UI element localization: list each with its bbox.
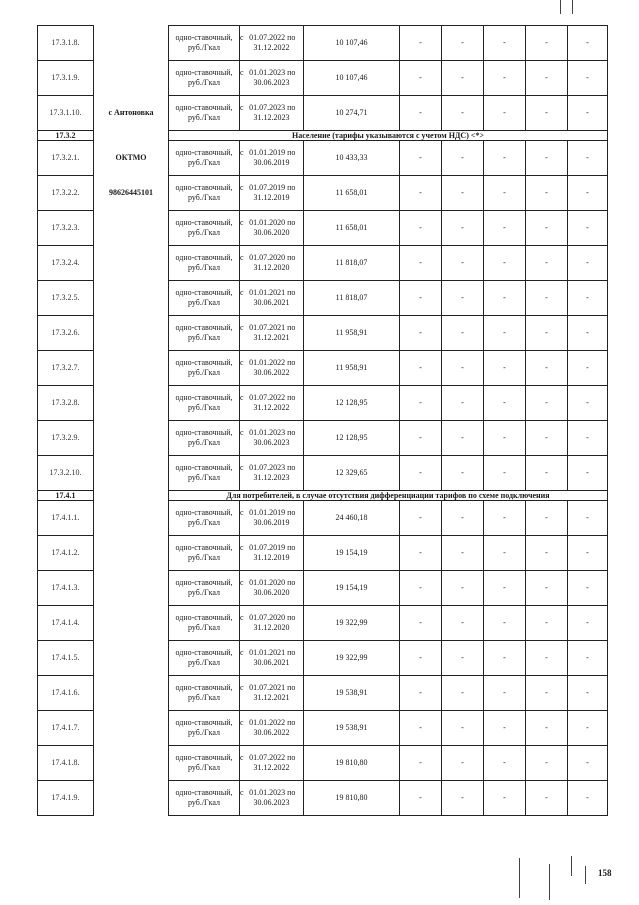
empty-dash: - bbox=[442, 746, 484, 781]
period-cell bbox=[240, 246, 304, 281]
empty-dash: - bbox=[568, 711, 608, 746]
unit-label: одно-ставочный, руб./Гкал bbox=[169, 536, 240, 571]
period-prefix: с bbox=[240, 788, 244, 797]
table-row bbox=[38, 421, 608, 456]
unit-label: одно-ставочный, руб./Гкал bbox=[169, 61, 240, 96]
empty-dash: - bbox=[442, 176, 484, 211]
empty-dash: - bbox=[442, 711, 484, 746]
table-row bbox=[38, 246, 608, 281]
empty-dash: - bbox=[484, 351, 526, 386]
period-prefix: с bbox=[240, 508, 244, 517]
unit-label: одно-ставочный, руб./Гкал bbox=[169, 316, 240, 351]
unit-label: одно-ставочный, руб./Гкал bbox=[169, 351, 240, 386]
section-number: 17.3.2 bbox=[38, 131, 94, 141]
table-row bbox=[38, 176, 608, 211]
empty-dash: - bbox=[400, 571, 442, 606]
tariff-value: 24 460,18 bbox=[304, 501, 400, 536]
tariff-table bbox=[37, 25, 608, 816]
row-number: 17.3.2.7. bbox=[38, 351, 94, 386]
unit-label: одно-ставочный, руб./Гкал bbox=[169, 711, 240, 746]
period-value: 01.01.2021 по 30.06.2021 bbox=[249, 648, 296, 667]
empty-dash: - bbox=[400, 176, 442, 211]
period-value: 01.07.2023 по 31.12.2023 bbox=[249, 463, 296, 482]
period-prefix: с bbox=[240, 288, 244, 297]
table-row bbox=[38, 281, 608, 316]
period-prefix: с bbox=[240, 463, 244, 472]
location-cell bbox=[94, 26, 169, 61]
period-value: 01.07.2022 по 31.12.2022 bbox=[249, 393, 296, 412]
empty-dash: - bbox=[568, 501, 608, 536]
empty-dash: - bbox=[568, 141, 608, 176]
unit-label: одно-ставочный, руб./Гкал bbox=[169, 246, 240, 281]
empty-dash: - bbox=[400, 26, 442, 61]
empty-dash: - bbox=[568, 781, 608, 816]
location-cell bbox=[94, 421, 169, 456]
empty-dash: - bbox=[526, 96, 568, 131]
tariff-value: 11 658,01 bbox=[304, 176, 400, 211]
empty-dash: - bbox=[484, 781, 526, 816]
empty-dash: - bbox=[484, 211, 526, 246]
empty-dash: - bbox=[484, 421, 526, 456]
section-title: Для потребителей, в случае отсутствия дифференциации тарифов по схеме подключения bbox=[169, 491, 608, 501]
period-cell bbox=[240, 536, 304, 571]
row-number: 17.4.1.4. bbox=[38, 606, 94, 641]
table-row bbox=[38, 711, 608, 746]
period-prefix: с bbox=[240, 648, 244, 657]
empty-dash: - bbox=[442, 676, 484, 711]
period-cell bbox=[240, 781, 304, 816]
empty-dash: - bbox=[484, 606, 526, 641]
empty-dash: - bbox=[526, 246, 568, 281]
row-number: 17.4.1.5. bbox=[38, 641, 94, 676]
period-value: 01.07.2021 по 31.12.2021 bbox=[249, 323, 296, 342]
unit-label: одно-ставочный, руб./Гкал bbox=[169, 421, 240, 456]
period-cell bbox=[240, 501, 304, 536]
unit-label: одно-ставочный, руб./Гкал bbox=[169, 141, 240, 176]
location-cell bbox=[94, 571, 169, 606]
row-number: 17.3.2.6. bbox=[38, 316, 94, 351]
empty-dash: - bbox=[442, 571, 484, 606]
empty-dash: - bbox=[400, 316, 442, 351]
empty-dash: - bbox=[442, 316, 484, 351]
empty-dash: - bbox=[568, 386, 608, 421]
tariff-value: 19 322,99 bbox=[304, 641, 400, 676]
period-value: 01.01.2022 по 30.06.2022 bbox=[249, 358, 296, 377]
tariff-value: 19 538,91 bbox=[304, 676, 400, 711]
empty-dash: - bbox=[568, 606, 608, 641]
location-cell bbox=[94, 711, 169, 746]
row-number: 17.3.2.9. bbox=[38, 421, 94, 456]
tariff-value: 12 128,95 bbox=[304, 421, 400, 456]
unit-label: одно-ставочный, руб./Гкал bbox=[169, 571, 240, 606]
period-value: 01.01.2021 по 30.06.2021 bbox=[249, 288, 296, 307]
oktmo-code: 98626445101 bbox=[94, 176, 169, 211]
period-value: 01.07.2022 по 31.12.2022 bbox=[249, 33, 296, 52]
unit-label: одно-ставочный, руб./Гкал bbox=[169, 676, 240, 711]
period-cell bbox=[240, 211, 304, 246]
empty-dash: - bbox=[400, 351, 442, 386]
location-cell bbox=[94, 61, 169, 96]
period-prefix: с bbox=[240, 753, 244, 762]
location-cell bbox=[94, 781, 169, 816]
period-cell bbox=[240, 606, 304, 641]
empty-dash: - bbox=[526, 351, 568, 386]
empty-dash: - bbox=[484, 746, 526, 781]
empty-dash: - bbox=[526, 456, 568, 491]
period-value: 01.07.2021 по 31.12.2021 bbox=[249, 683, 296, 702]
table-row bbox=[38, 746, 608, 781]
location-cell bbox=[94, 131, 169, 141]
unit-label: одно-ставочный, руб./Гкал bbox=[169, 641, 240, 676]
empty-dash: - bbox=[484, 61, 526, 96]
period-value: 01.07.2019 по 31.12.2019 bbox=[249, 183, 296, 202]
empty-dash: - bbox=[400, 141, 442, 176]
empty-dash: - bbox=[568, 536, 608, 571]
location-cell bbox=[94, 351, 169, 386]
empty-dash: - bbox=[568, 676, 608, 711]
empty-dash: - bbox=[568, 316, 608, 351]
empty-dash: - bbox=[526, 571, 568, 606]
empty-dash: - bbox=[568, 61, 608, 96]
location-cell bbox=[94, 281, 169, 316]
row-number: 17.4.1.8. bbox=[38, 746, 94, 781]
empty-dash: - bbox=[400, 96, 442, 131]
tariff-value: 19 154,19 bbox=[304, 536, 400, 571]
empty-dash: - bbox=[400, 421, 442, 456]
table-row bbox=[38, 606, 608, 641]
empty-dash: - bbox=[400, 61, 442, 96]
row-number: 17.4.1.2. bbox=[38, 536, 94, 571]
unit-label: одно-ставочный, руб./Гкал bbox=[169, 386, 240, 421]
period-prefix: с bbox=[240, 103, 244, 112]
period-cell bbox=[240, 571, 304, 606]
unit-label: одно-ставочный, руб./Гкал bbox=[169, 606, 240, 641]
period-value: 01.01.2019 по 30.06.2019 bbox=[249, 508, 296, 527]
period-value: 01.07.2020 по 31.12.2020 bbox=[249, 253, 296, 272]
tariff-value: 11 958,91 bbox=[304, 316, 400, 351]
empty-dash: - bbox=[484, 641, 526, 676]
period-value: 01.01.2023 по 30.06.2023 bbox=[249, 428, 296, 447]
period-prefix: с bbox=[240, 718, 244, 727]
empty-dash: - bbox=[484, 141, 526, 176]
period-value: 01.01.2019 по 30.06.2019 bbox=[249, 148, 296, 167]
empty-dash: - bbox=[568, 211, 608, 246]
empty-dash: - bbox=[442, 211, 484, 246]
empty-dash: - bbox=[526, 141, 568, 176]
empty-dash: - bbox=[400, 606, 442, 641]
empty-dash: - bbox=[484, 26, 526, 61]
tariff-value: 10 274,71 bbox=[304, 96, 400, 131]
unit-label: одно-ставочный, руб./Гкал bbox=[169, 781, 240, 816]
empty-dash: - bbox=[400, 211, 442, 246]
tariff-value: 12 128,95 bbox=[304, 386, 400, 421]
period-value: 01.07.2023 по 31.12.2023 bbox=[249, 103, 296, 122]
section-header bbox=[38, 491, 608, 501]
period-cell bbox=[240, 141, 304, 176]
empty-dash: - bbox=[526, 606, 568, 641]
empty-dash: - bbox=[442, 141, 484, 176]
row-number: 17.3.1.9. bbox=[38, 61, 94, 96]
period-value: 01.01.2022 по 30.06.2022 bbox=[249, 718, 296, 737]
tariff-value: 19 154,19 bbox=[304, 571, 400, 606]
period-value: 01.07.2020 по 31.12.2020 bbox=[249, 613, 296, 632]
row-number: 17.3.1.8. bbox=[38, 26, 94, 61]
empty-dash: - bbox=[400, 711, 442, 746]
empty-dash: - bbox=[400, 246, 442, 281]
period-cell bbox=[240, 641, 304, 676]
location-cell bbox=[94, 456, 169, 491]
empty-dash: - bbox=[400, 456, 442, 491]
unit-label: одно-ставочный, руб./Гкал bbox=[169, 746, 240, 781]
empty-dash: - bbox=[400, 386, 442, 421]
empty-dash: - bbox=[526, 316, 568, 351]
empty-dash: - bbox=[526, 781, 568, 816]
period-cell bbox=[240, 351, 304, 386]
location-cell bbox=[94, 501, 169, 536]
empty-dash: - bbox=[400, 781, 442, 816]
row-number: 17.4.1.1. bbox=[38, 501, 94, 536]
table-row bbox=[38, 141, 608, 176]
period-value: 01.01.2020 по 30.06.2020 bbox=[249, 578, 296, 597]
table-row bbox=[38, 501, 608, 536]
row-number: 17.3.2.10. bbox=[38, 456, 94, 491]
empty-dash: - bbox=[484, 281, 526, 316]
period-prefix: с bbox=[240, 543, 244, 552]
unit-label: одно-ставочный, руб./Гкал bbox=[169, 501, 240, 536]
empty-dash: - bbox=[484, 456, 526, 491]
empty-dash: - bbox=[484, 176, 526, 211]
empty-dash: - bbox=[442, 26, 484, 61]
section-number: 17.4.1 bbox=[38, 491, 94, 501]
empty-dash: - bbox=[568, 421, 608, 456]
location-cell bbox=[94, 491, 169, 501]
empty-dash: - bbox=[484, 386, 526, 421]
empty-dash: - bbox=[442, 421, 484, 456]
empty-dash: - bbox=[568, 176, 608, 211]
empty-dash: - bbox=[442, 61, 484, 96]
empty-dash: - bbox=[442, 96, 484, 131]
empty-dash: - bbox=[526, 421, 568, 456]
period-value: 01.01.2023 по 30.06.2023 bbox=[249, 788, 296, 807]
table-row bbox=[38, 676, 608, 711]
empty-dash: - bbox=[442, 456, 484, 491]
location-cell bbox=[94, 641, 169, 676]
period-value: 01.07.2019 по 31.12.2019 bbox=[249, 543, 296, 562]
tariff-value: 19 810,80 bbox=[304, 781, 400, 816]
empty-dash: - bbox=[400, 501, 442, 536]
table-row bbox=[38, 456, 608, 491]
unit-label: одно-ставочный, руб./Гкал bbox=[169, 211, 240, 246]
row-number: 17.3.1.10. bbox=[38, 96, 94, 131]
location-cell bbox=[94, 211, 169, 246]
empty-dash: - bbox=[568, 351, 608, 386]
row-number: 17.4.1.3. bbox=[38, 571, 94, 606]
empty-dash: - bbox=[526, 281, 568, 316]
tariff-value: 11 818,07 bbox=[304, 281, 400, 316]
empty-dash: - bbox=[526, 641, 568, 676]
period-prefix: с bbox=[240, 358, 244, 367]
tariff-value: 12 329,65 bbox=[304, 456, 400, 491]
empty-dash: - bbox=[568, 96, 608, 131]
page-number: 158 bbox=[598, 868, 612, 878]
period-cell bbox=[240, 711, 304, 746]
tariff-value: 19 810,80 bbox=[304, 746, 400, 781]
table-row bbox=[38, 61, 608, 96]
section-title: Население (тарифы указываются с учетом НДС) <*> bbox=[169, 131, 608, 141]
row-number: 17.3.2.1. bbox=[38, 141, 94, 176]
empty-dash: - bbox=[442, 386, 484, 421]
period-prefix: с bbox=[240, 323, 244, 332]
tariff-value: 11 818,07 bbox=[304, 246, 400, 281]
period-value: 01.07.2022 по 31.12.2022 bbox=[249, 753, 296, 772]
period-prefix: с bbox=[240, 68, 244, 77]
period-cell bbox=[240, 746, 304, 781]
empty-dash: - bbox=[526, 536, 568, 571]
tariff-value: 10 107,46 bbox=[304, 26, 400, 61]
row-number: 17.4.1.6. bbox=[38, 676, 94, 711]
row-number: 17.3.2.4. bbox=[38, 246, 94, 281]
table-row bbox=[38, 26, 608, 61]
empty-dash: - bbox=[526, 386, 568, 421]
oktmo-label: ОКТМО bbox=[94, 141, 169, 176]
empty-dash: - bbox=[526, 746, 568, 781]
empty-dash: - bbox=[568, 641, 608, 676]
empty-dash: - bbox=[484, 96, 526, 131]
empty-dash: - bbox=[484, 246, 526, 281]
empty-dash: - bbox=[400, 746, 442, 781]
period-cell bbox=[240, 96, 304, 131]
location-cell bbox=[94, 246, 169, 281]
location-cell bbox=[94, 536, 169, 571]
unit-label: одно-ставочный, руб./Гкал bbox=[169, 96, 240, 131]
table-row bbox=[38, 96, 608, 131]
unit-label: одно-ставочный, руб./Гкал bbox=[169, 456, 240, 491]
period-prefix: с bbox=[240, 253, 244, 262]
empty-dash: - bbox=[442, 351, 484, 386]
row-number: 17.4.1.9. bbox=[38, 781, 94, 816]
empty-dash: - bbox=[526, 26, 568, 61]
row-number: 17.3.2.2. bbox=[38, 176, 94, 211]
tariff-value: 11 958,91 bbox=[304, 351, 400, 386]
row-number: 17.3.2.3. bbox=[38, 211, 94, 246]
empty-dash: - bbox=[442, 246, 484, 281]
location-cell bbox=[94, 676, 169, 711]
empty-dash: - bbox=[400, 641, 442, 676]
table-row bbox=[38, 781, 608, 816]
empty-dash: - bbox=[442, 501, 484, 536]
empty-dash: - bbox=[442, 641, 484, 676]
empty-dash: - bbox=[400, 281, 442, 316]
table-row bbox=[38, 571, 608, 606]
tariff-value: 19 322,99 bbox=[304, 606, 400, 641]
table-row bbox=[38, 316, 608, 351]
table-row bbox=[38, 211, 608, 246]
period-cell bbox=[240, 386, 304, 421]
period-cell bbox=[240, 281, 304, 316]
period-cell bbox=[240, 676, 304, 711]
empty-dash: - bbox=[484, 536, 526, 571]
period-prefix: с bbox=[240, 613, 244, 622]
period-prefix: с bbox=[240, 578, 244, 587]
period-cell bbox=[240, 456, 304, 491]
empty-dash: - bbox=[568, 746, 608, 781]
tariff-value: 10 107,46 bbox=[304, 61, 400, 96]
tariff-value: 11 658,01 bbox=[304, 211, 400, 246]
tariff-value: 10 433,33 bbox=[304, 141, 400, 176]
location-cell bbox=[94, 316, 169, 351]
empty-dash: - bbox=[442, 281, 484, 316]
empty-dash: - bbox=[568, 571, 608, 606]
empty-dash: - bbox=[484, 571, 526, 606]
empty-dash: - bbox=[400, 536, 442, 571]
period-cell bbox=[240, 176, 304, 211]
empty-dash: - bbox=[526, 176, 568, 211]
location-cell bbox=[94, 606, 169, 641]
unit-label: одно-ставочный, руб./Гкал bbox=[169, 281, 240, 316]
empty-dash: - bbox=[442, 536, 484, 571]
period-prefix: с bbox=[240, 393, 244, 402]
empty-dash: - bbox=[568, 26, 608, 61]
empty-dash: - bbox=[568, 456, 608, 491]
empty-dash: - bbox=[400, 676, 442, 711]
period-value: 01.01.2023 по 30.06.2023 bbox=[249, 68, 296, 87]
period-cell bbox=[240, 26, 304, 61]
empty-dash: - bbox=[568, 281, 608, 316]
period-cell bbox=[240, 421, 304, 456]
period-prefix: с bbox=[240, 183, 244, 192]
tariff-value: 19 538,91 bbox=[304, 711, 400, 746]
period-prefix: с bbox=[240, 148, 244, 157]
location-cell bbox=[94, 386, 169, 421]
empty-dash: - bbox=[526, 711, 568, 746]
empty-dash: - bbox=[526, 211, 568, 246]
location-name: с Антоновка bbox=[94, 96, 169, 131]
unit-label: одно-ставочный, руб./Гкал bbox=[169, 176, 240, 211]
period-prefix: с bbox=[240, 33, 244, 42]
period-prefix: с bbox=[240, 683, 244, 692]
location-cell bbox=[94, 746, 169, 781]
section-header bbox=[38, 131, 608, 141]
unit-label: одно-ставочный, руб./Гкал bbox=[169, 26, 240, 61]
empty-dash: - bbox=[526, 676, 568, 711]
empty-dash: - bbox=[484, 676, 526, 711]
empty-dash: - bbox=[484, 501, 526, 536]
row-number: 17.4.1.7. bbox=[38, 711, 94, 746]
period-value: 01.01.2020 по 30.06.2020 bbox=[249, 218, 296, 237]
period-prefix: с bbox=[240, 218, 244, 227]
table-row bbox=[38, 386, 608, 421]
empty-dash: - bbox=[442, 781, 484, 816]
row-number: 17.3.2.5. bbox=[38, 281, 94, 316]
table-row bbox=[38, 641, 608, 676]
empty-dash: - bbox=[484, 316, 526, 351]
period-cell bbox=[240, 61, 304, 96]
empty-dash: - bbox=[526, 501, 568, 536]
empty-dash: - bbox=[526, 61, 568, 96]
table-row bbox=[38, 536, 608, 571]
period-prefix: с bbox=[240, 428, 244, 437]
period-cell bbox=[240, 316, 304, 351]
table-row bbox=[38, 351, 608, 386]
empty-dash: - bbox=[568, 246, 608, 281]
row-number: 17.3.2.8. bbox=[38, 386, 94, 421]
empty-dash: - bbox=[442, 606, 484, 641]
empty-dash: - bbox=[484, 711, 526, 746]
